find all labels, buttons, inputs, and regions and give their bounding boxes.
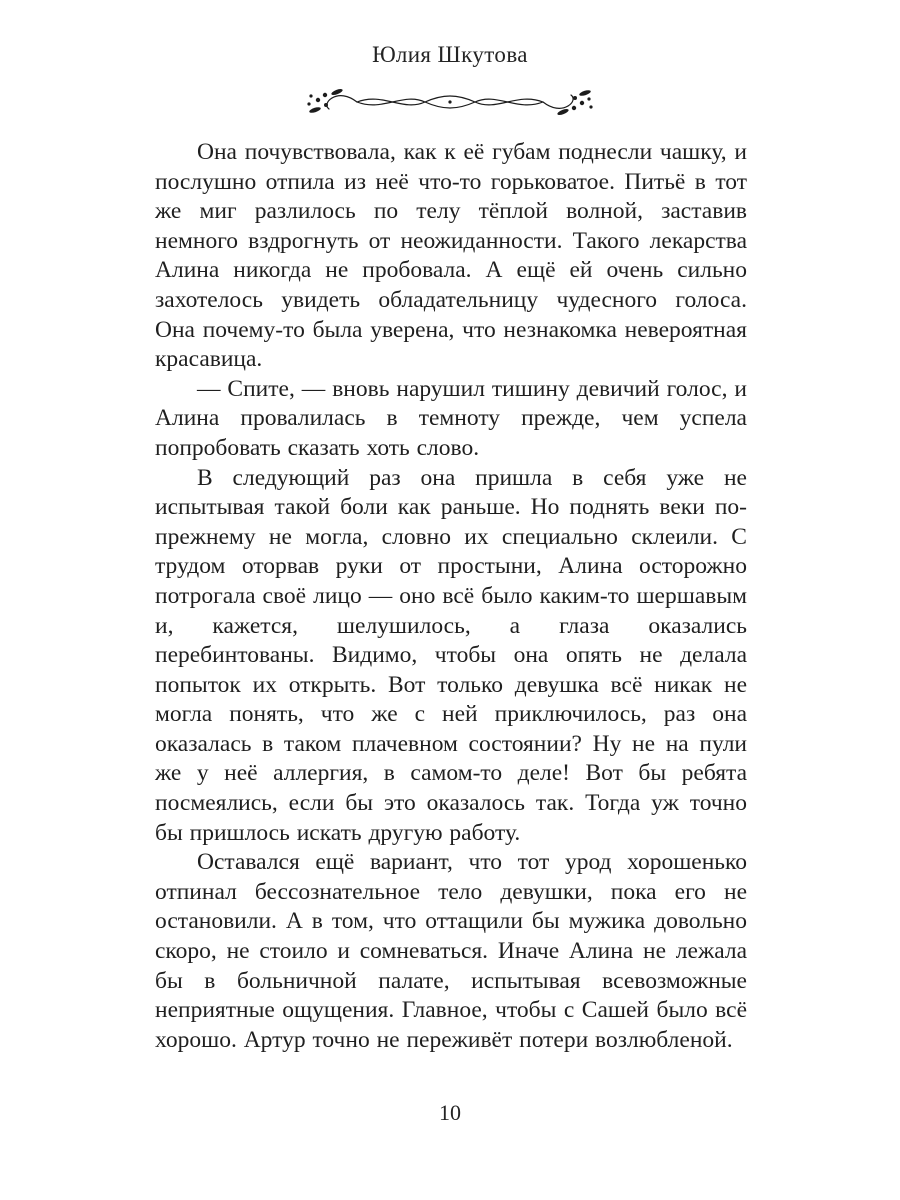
page-body-text xyxy=(155,138,747,1055)
paragraph: В следующий раз она пришла в себя уже не испытывая такой боли как раньше. Но поднять веки по-прежнему не могла, словно их специально склеили. С трудом оторвав руки от простыни, Алина осторожно потрогала своё лицо — оно всё было каким-то шершавым и, кажется, шелушилось, а глаза оказались перебинтованы. Видимо, чтобы она опять не делала попыток их открыть. Вот только девушка всё никак не могла понять, что же с ней приключилось, раз она оказалась в таком плачевном состоянии? Ну не на пули же у неё аллергия, в самом-то деле! Вот бы ребята посмеялись, если бы это оказалось так. Тогда уж точно бы пришлось искать другую работу. xyxy=(155,464,747,846)
running-header-author: Юлия Шкутова xyxy=(372,42,528,67)
paragraph: Оставался ещё вариант, что тот урод хорошенько отпинал бессознательное тело девушки, пока его не остановили. А в том, что оттащили бы мужика довольно скоро, не стоило и сомневаться. Иначе Алина не лежала бы в больничной палате, испытывая всевозможные неприятные ощущения. Главное, чтобы с Сашей было всё хорошо. Артур точно не переживёт потери возлюбленой. xyxy=(155,849,747,1053)
paragraph: Она почувствовала, как к её губам поднесли чашку, и послушно отпила из неё что-то горьковатое. Питьё в тот же миг разлилось по телу тёплой волной, заставив немного вздрогнуть от неожиданности. Такого лекарства Алина никогда не пробовала. А ещё ей очень сильно захотелось увидеть обладательницу чудесного голоса. Она почему-то была уверена, что незнакомка невероятная красавица. xyxy=(155,139,747,373)
paragraph: — Спите, — вновь нарушил тишину девичий голос, и Алина провалилась в темноту прежде, чем успела попробовать сказать хоть слово. xyxy=(155,375,747,461)
ornament-divider xyxy=(0,84,900,120)
page-number: 10 xyxy=(439,1100,461,1125)
floral-flourish-icon xyxy=(285,84,615,120)
